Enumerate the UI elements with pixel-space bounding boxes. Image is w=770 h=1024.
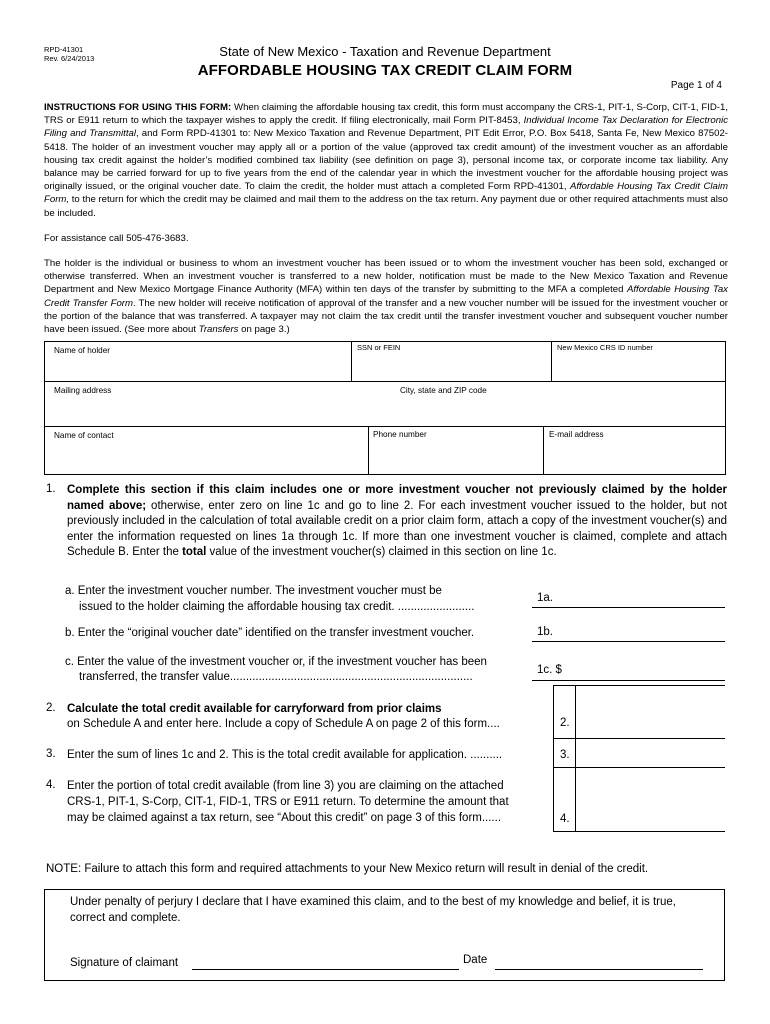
box-row-divider: [553, 738, 725, 739]
section-1-total: total: [182, 546, 207, 558]
mailing-address-field[interactable]: [54, 386, 394, 424]
line-1b-input[interactable]: [532, 641, 725, 642]
grid-divider: [351, 342, 352, 381]
holder-text-1: The holder is the individual or business to whom an investment voucher has been issued or to whom the investment voucher has been sold, exchanged or otherwise transferred. When an investment voucher is transferred to a new holder, notification must be made to the New Mexico Taxation and Revenue Department and New Mexico Mortgage Finance Authority (MFA) within ten days of the transfer by submitting to the MFA a completed: [44, 258, 728, 296]
line-1a-text-1: a. Enter the investment voucher number. The investment voucher must be: [65, 585, 442, 597]
ssn-fein-label: SSN or FEIN: [357, 343, 401, 352]
line-3-label: 3.: [560, 749, 570, 761]
instructions-lead: INSTRUCTIONS FOR USING THIS FORM:: [44, 102, 232, 113]
box-row-divider: [553, 767, 725, 768]
city-state-zip-field[interactable]: [400, 386, 720, 424]
instructions-text-1: When claiming the affordable housing tax credit, this form must accompany the CRS-1, PIT-1, S-Corp, CIT-1, FID-1, TRS or E911 return to which the taxpayer wishes to apply the credit. If filing electronically, mail Form PIT-8453,: [44, 102, 728, 127]
line-4-text-2: CRS-1, PIT-1, S-Corp, CIT-1, FID-1, TRS or E911 return. To determine the amount that: [67, 796, 509, 808]
form-title: AFFORDABLE HOUSING TAX CREDIT CLAIM FORM: [197, 62, 573, 79]
line-1b-text: b. Enter the “original voucher date” identified on the transfer investment voucher.: [65, 627, 475, 639]
note-text: NOTE: Failure to attach this form and required attachments to your New Mexico return will result in denial of the credit.: [46, 863, 649, 875]
holder-italic-2: Transfers: [198, 324, 239, 336]
holder-text-3: on page 3.): [238, 324, 290, 336]
holder-italic-1: Affordable Housing Tax Credit Transfer Form: [44, 284, 728, 309]
email-field[interactable]: [549, 430, 721, 471]
crs-id-label: New Mexico CRS ID number: [557, 343, 653, 352]
section-1-number: 1.: [46, 483, 56, 495]
line-2-text: on Schedule A and enter here. Include a copy of Schedule A on page 2 of this form....: [67, 718, 500, 730]
line-4-input[interactable]: [580, 795, 720, 829]
date-input[interactable]: [495, 969, 703, 970]
box-left-border: [553, 685, 554, 831]
line-2-bold: [67, 702, 442, 718]
line-1a-text-2: issued to the holder claiming the affordable housing tax credit. ........................: [79, 601, 475, 613]
assistance-line: For assistance call 505-476-3683.: [44, 233, 189, 244]
line-2-number: 2.: [46, 702, 56, 714]
signature-label: Signature of claimant: [70, 957, 179, 969]
ssn-fein-field[interactable]: [357, 343, 547, 379]
line-1c-text-2: transferred, the transfer value............................................................................: [79, 671, 473, 683]
form-number: RPD-41301: [44, 45, 84, 54]
grid-divider: [45, 426, 725, 427]
line-2-label: 2.: [560, 717, 570, 729]
instructions-italic-2: Affordable Housing Tax Credit Claim Form,: [44, 181, 728, 206]
line-3-text: Enter the sum of lines 1c and 2. This is the total credit available for application. ..........: [67, 749, 503, 761]
box-label-divider: [575, 685, 576, 831]
line-4-text-3: may be claimed against a tax return, see “About this credit” on page 3 of this form......: [67, 812, 502, 824]
instructions-italic-1: Individual Income Tax Declaration for Electronic Filing and Transmittal: [44, 115, 728, 140]
name-of-contact-field[interactable]: [54, 431, 364, 471]
line-1c-label: 1c. $: [537, 664, 562, 676]
instructions-paragraph: [44, 101, 728, 220]
line-3-input[interactable]: [580, 745, 720, 765]
grid-divider: [45, 381, 725, 382]
line-2-heading: Calculate the total credit available for carryforward from prior claims: [67, 703, 442, 715]
grid-divider: [368, 426, 369, 474]
declaration-box: [44, 889, 725, 981]
holder-info-grid: [44, 341, 726, 475]
section-1-text: otherwise, enter zero on line 1c and go to line 2. For each investment voucher issued to the holder, but not previously included in the calculation of total available credit on a prior claim form, attach a copy of the investment voucher(s) and enter the information requested on lines 1a through 1c. If more than one investment voucher is claimed, complete and attach Schedule B. Enter the: [67, 499, 727, 558]
section-1-instructions: [67, 483, 727, 561]
grid-divider: [543, 426, 544, 474]
grid-divider: [551, 342, 552, 381]
phone-label: Phone number: [373, 430, 427, 439]
instructions-text-3: to the return for which the credit may be claimed and mail them to the address on the tax return. Any payment due or other required attachments must also be included.: [44, 194, 728, 219]
line-1b-label: 1b.: [537, 626, 553, 638]
line-1a-label: 1a.: [537, 592, 553, 604]
line-4-number: 4.: [46, 779, 56, 791]
section-1-bold: Complete this section if this claim includes one or more investment voucher not previously claimed by the holder named above;: [67, 484, 727, 512]
date-label: Date: [463, 954, 488, 966]
declaration-text: Under penalty of perjury I declare that I have examined this claim, and to the best of my knowledge and belief, it is true, correct and complete.: [70, 896, 676, 924]
signature-input[interactable]: [192, 969, 459, 970]
box-top-border: [553, 685, 725, 686]
crs-id-field[interactable]: [557, 343, 722, 379]
section-1-text-2: value of the investment voucher(s) claimed in this section on line 1c.: [206, 546, 557, 558]
box-bottom-border: [553, 831, 725, 832]
name-of-contact-label: Name of contact: [54, 431, 114, 440]
line-1c-text-1: c. Enter the value of the investment voucher or, if the investment voucher has been: [65, 656, 487, 668]
phone-field[interactable]: [373, 430, 538, 471]
holder-text-2: . The new holder will receive notification of approval of the transfer and a new voucher number will be issued for the investment voucher or the portion of the balance that was transferred. A taxpayer may not claim the tax credit until the transfer investment voucher and subsequent voucher number have been issued. (See more about: [44, 297, 728, 336]
line-4-text-1: Enter the portion of total credit available (from line 3) you are claiming on the attached: [67, 780, 504, 792]
line-2-input[interactable]: [580, 717, 720, 735]
name-of-holder-field[interactable]: [54, 344, 344, 379]
city-state-zip-label: City, state and ZIP code: [400, 386, 487, 395]
form-revision: Rev. 6/24/2013: [44, 54, 95, 63]
email-label: E-mail address: [549, 430, 604, 439]
agency-name: State of New Mexico - Taxation and Revenue Department: [219, 44, 551, 59]
line-4-label: 4.: [560, 813, 570, 825]
line-1a-input[interactable]: [532, 607, 725, 608]
instructions-text-2: , and Form RPD-41301 to: New Mexico Taxation and Revenue Department, PIT Edit Error, P.O. Box 5418, Santa Fe, New Mexico 87502-5418. The holder of an investment voucher may apply all or a portion of the value (approved tax credit amount) of the investment voucher as an affordable housing tax credit against the holder’s modified combined tax liability (see definition on page 3), personal income tax, or corporate income tax liability. Any balance may be carried forward for up to five years from the end of the calendar year in which the investment voucher for the affordable housing project was originally issued, or the original voucher date. To claim the credit, the holder must attach a completed Form RPD-41301,: [44, 128, 729, 193]
name-of-holder-label: Name of holder: [54, 346, 110, 355]
holder-paragraph: [44, 257, 728, 336]
lines-2-4-box: [553, 685, 725, 831]
mailing-address-label: Mailing address: [54, 386, 112, 395]
line-3-number: 3.: [46, 748, 56, 760]
line-1c-input[interactable]: [532, 680, 725, 681]
page-number: Page 1 of 4: [670, 80, 722, 91]
